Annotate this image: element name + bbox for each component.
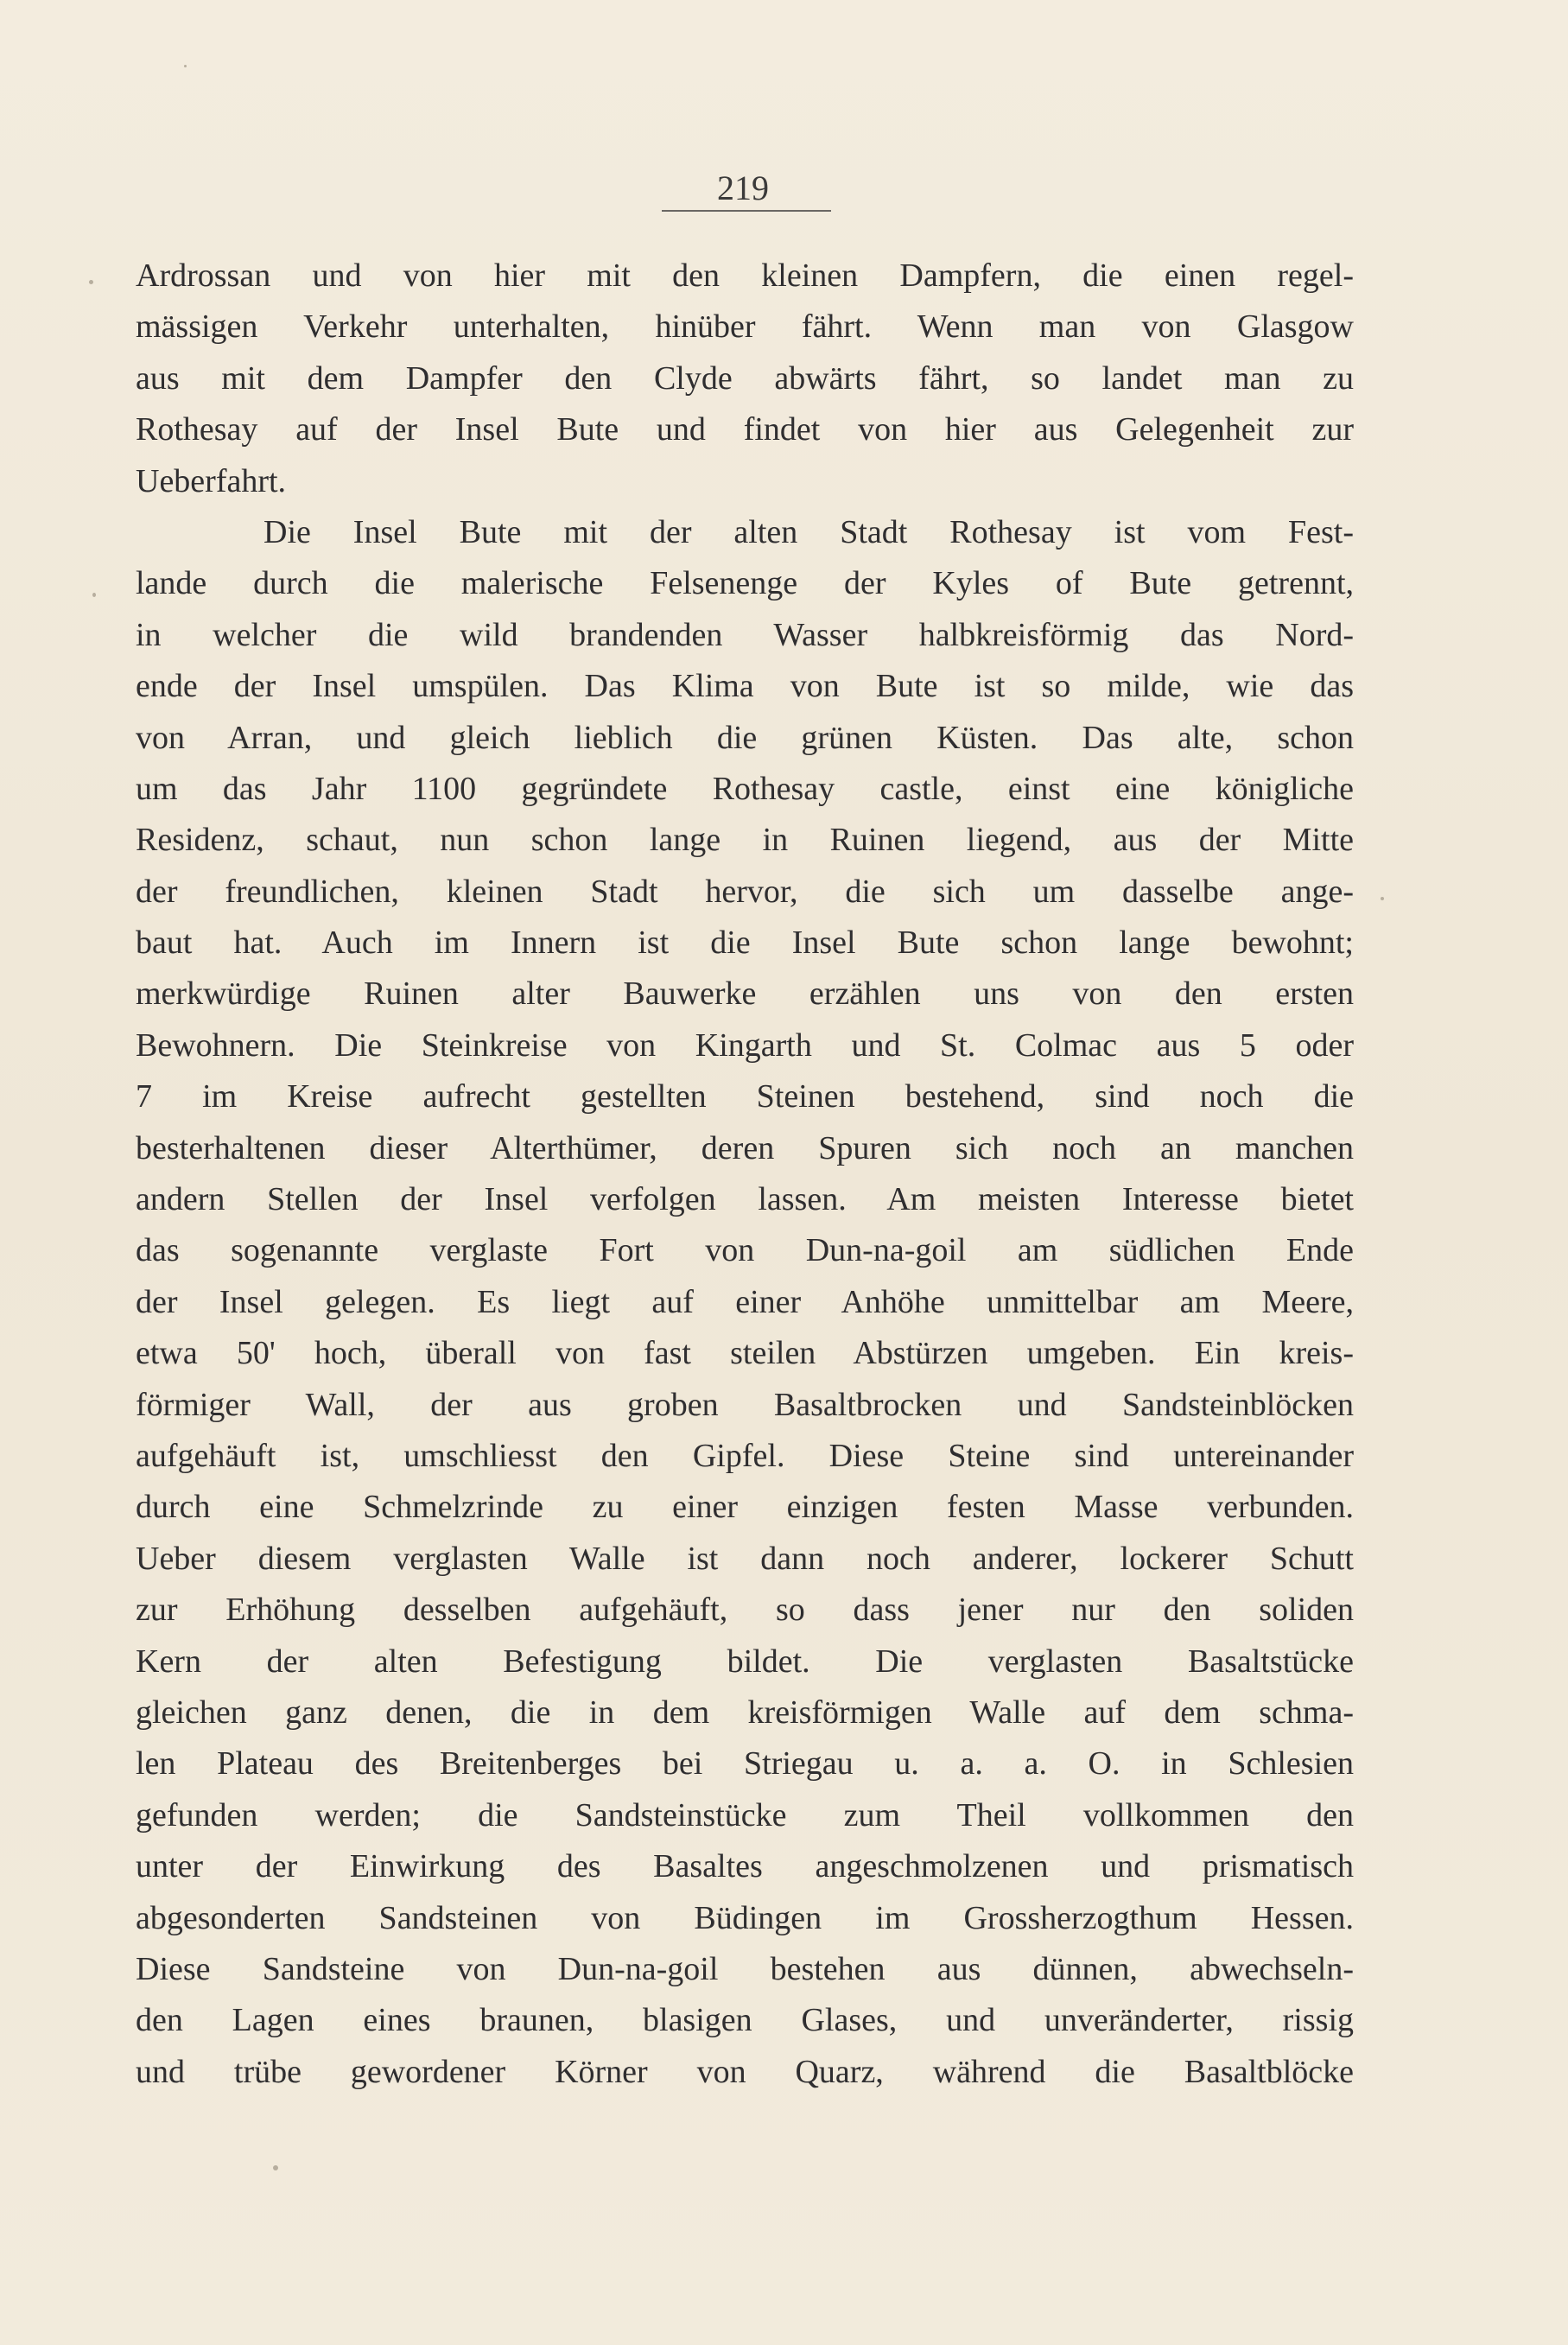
body-text [136, 251, 1354, 2098]
text-line: um das Jahr 1100 gegründete Rothesay castle, einst eine königliche [136, 770, 1354, 807]
text-line: unter der Einwirkung des Basaltes angeschmolzenen und prismatisch [136, 1848, 1354, 1885]
text-line: etwa 50' hoch, überall von fast steilen Abstürzen umgeben. Ein kreis- [136, 1335, 1354, 1372]
text-line: Ueberfahrt. [136, 462, 287, 499]
text-line: in welcher die wild brandenden Wasser halbkreisförmig das Nord- [136, 616, 1354, 653]
paper-speck [92, 593, 96, 597]
text-line: der Insel gelegen. Es liegt auf einer Anhöhe unmittelbar am Meere, [136, 1283, 1354, 1320]
text-line: len Plateau des Breitenberges bei Striegau u. a. a. O. in Schlesien [136, 1745, 1354, 1783]
text-line: ende der Insel umspülen. Das Klima von Bute ist so milde, wie das [136, 668, 1354, 705]
text-line: zur Erhöhung desselben aufgehäuft, so dass jener nur den soliden [136, 1592, 1354, 1629]
text-line: gleichen ganz denen, die in dem kreisförmigen Walle auf dem schma- [136, 1694, 1354, 1731]
page-number-rule [662, 210, 831, 212]
paragraph-1 [136, 251, 1354, 507]
text-line: abgesonderten Sandsteinen von Büdingen im Grossherzogthum Hessen. [136, 1899, 1354, 1936]
text-line: gefunden werden; die Sandsteinstücke zum Theil vollkommen den [136, 1796, 1354, 1833]
text-line: förmiger Wall, der aus groben Basaltbrocken und Sandsteinblöcken [136, 1386, 1354, 1423]
text-line: durch eine Schmelzrinde zu einer einzigen festen Masse verbunden. [136, 1489, 1354, 1526]
text-line: Die Insel Bute mit der alten Stadt Rothesay ist vom Fest- [263, 513, 1354, 550]
paper-speck [1381, 897, 1384, 900]
text-line: Rothesay auf der Insel Bute und findet von hier aus Gelegenheit zur [136, 411, 1354, 448]
text-line: lande durch die malerische Felsenenge der Kyles of Bute getrennt, [136, 565, 1354, 602]
paper-speck [184, 65, 187, 67]
text-line: Kern der alten Befestigung bildet. Die verglasten Basaltstücke [136, 1643, 1354, 1680]
page-number: 219 [717, 168, 769, 207]
text-line: merkwürdige Ruinen alter Bauwerke erzählen uns von den ersten [136, 975, 1354, 1013]
text-line: aufgehäuft ist, umschliesst den Gipfel. Diese Steine sind untereinander [136, 1437, 1354, 1474]
text-line: Residenz, schaut, nun schon lange in Ruinen liegend, aus der Mitte [136, 822, 1354, 859]
text-line: Ardrossan und von hier mit den kleinen Dampfern, die einen regel- [136, 257, 1354, 294]
text-line: Bewohnern. Die Steinkreise von Kingarth und St. Colmac aus 5 oder [136, 1026, 1354, 1064]
text-line: baut hat. Auch im Innern ist die Insel Bute schon lange bewohnt; [136, 925, 1354, 962]
paper-speck [89, 280, 93, 284]
paragraph-2 [136, 507, 1354, 2098]
text-line: und trübe gewordener Körner von Quarz, während die Basaltblöcke [136, 2053, 1354, 2090]
text-line: Diese Sandsteine von Dun-na-goil bestehen aus dünnen, abwechseln- [136, 1950, 1354, 1987]
text-line: mässigen Verkehr unterhalten, hinüber fährt. Wenn man von Glasgow [136, 308, 1354, 346]
text-line: besterhaltenen dieser Alterthümer, deren Spuren sich noch an manchen [136, 1129, 1354, 1166]
text-line: Ueber diesem verglasten Walle ist dann noch anderer, lockerer Schutt [136, 1540, 1354, 1577]
text-line: der freundlichen, kleinen Stadt hervor, die sich um dasselbe ange- [136, 873, 1354, 910]
text-line: von Arran, und gleich lieblich die grünen Küsten. Das alte, schon [136, 719, 1354, 756]
text-line: aus mit dem Dampfer den Clyde abwärts fährt, so landet man zu [136, 359, 1354, 397]
text-line: andern Stellen der Insel verfolgen lassen. Am meisten Interesse bietet [136, 1181, 1354, 1218]
text-line: den Lagen eines braunen, blasigen Glases, und unveränderter, rissig [136, 2002, 1354, 2039]
text-line: das sogenannte verglaste Fort von Dun-na-goil am südlichen Ende [136, 1232, 1354, 1269]
text-line: 7 im Kreise aufrecht gestellten Steinen bestehend, sind noch die [136, 1078, 1354, 1115]
paper-speck [273, 2165, 278, 2170]
